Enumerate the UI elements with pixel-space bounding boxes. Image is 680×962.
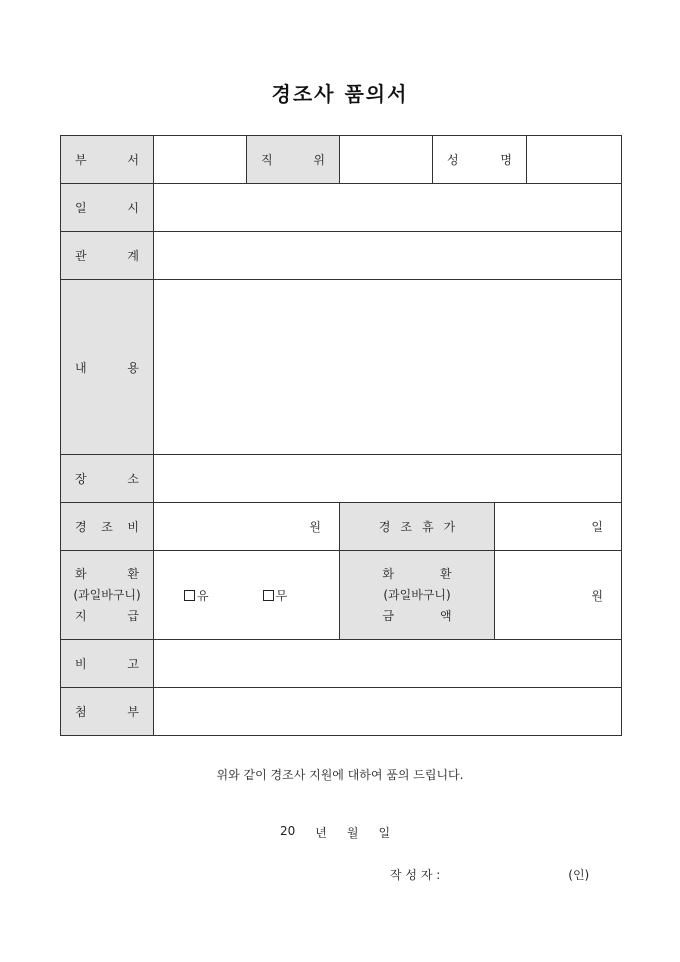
unit-won: 원	[591, 588, 603, 603]
label-position: 직 위	[247, 136, 340, 184]
label-wreath-provision: 화 환 (과일바구니) 지 급	[61, 551, 154, 640]
option-yes[interactable]: 유	[184, 587, 209, 604]
seal-mark: (인)	[568, 868, 590, 882]
author-line	[390, 866, 589, 883]
field-name[interactable]	[527, 136, 622, 184]
label-leave: 경 조 휴 가	[340, 503, 495, 551]
field-wreath-amount[interactable]	[495, 551, 622, 640]
date-year-prefix: 20	[280, 824, 296, 838]
label-datetime: 일 시	[61, 184, 154, 232]
author-label: 작 성 자 :	[390, 868, 441, 882]
row-place	[61, 455, 622, 503]
request-statement: 위와 같이 경조사 지원에 대하여 품의 드립니다.	[216, 768, 464, 782]
date-month-label: 월	[346, 826, 359, 840]
row-remarks	[61, 640, 622, 688]
unit-day: 일	[591, 520, 603, 534]
field-department[interactable]	[154, 136, 247, 184]
field-attachment[interactable]	[154, 688, 622, 736]
label-wreath-amount: 화 환 (과일바구니) 금 액	[340, 551, 495, 640]
option-no[interactable]: 무	[263, 587, 288, 604]
row-wreath	[61, 551, 622, 640]
checkbox-icon[interactable]	[263, 590, 274, 601]
field-leave[interactable]	[495, 503, 622, 551]
label-relation: 관 계	[61, 232, 154, 280]
field-remarks[interactable]	[154, 640, 622, 688]
field-datetime[interactable]	[154, 184, 622, 232]
request-form-table	[60, 135, 622, 736]
row-content	[61, 280, 622, 455]
document-title: 경조사 품의서	[271, 82, 409, 106]
field-relation[interactable]	[154, 232, 622, 280]
field-content[interactable]	[154, 280, 622, 455]
label-department: 부 서	[61, 136, 154, 184]
label-place: 장 소	[61, 455, 154, 503]
row-expense	[61, 503, 622, 551]
unit-won: 원	[309, 520, 321, 534]
field-position[interactable]	[340, 136, 433, 184]
row-datetime	[61, 184, 622, 232]
row-department	[61, 136, 622, 184]
date-line	[280, 824, 390, 841]
date-day-label: 일	[378, 826, 391, 840]
field-place[interactable]	[154, 455, 622, 503]
label-content: 내 용	[61, 280, 154, 455]
label-remarks: 비 고	[61, 640, 154, 688]
label-expense: 경 조 비	[61, 503, 154, 551]
row-attachment	[61, 688, 622, 736]
field-expense[interactable]	[154, 503, 340, 551]
checkbox-icon[interactable]	[184, 590, 195, 601]
field-wreath-provision	[154, 551, 340, 640]
row-relation	[61, 232, 622, 280]
label-name: 성 명	[433, 136, 527, 184]
date-year-label: 년	[315, 826, 327, 840]
label-attachment: 첨 부	[61, 688, 154, 736]
